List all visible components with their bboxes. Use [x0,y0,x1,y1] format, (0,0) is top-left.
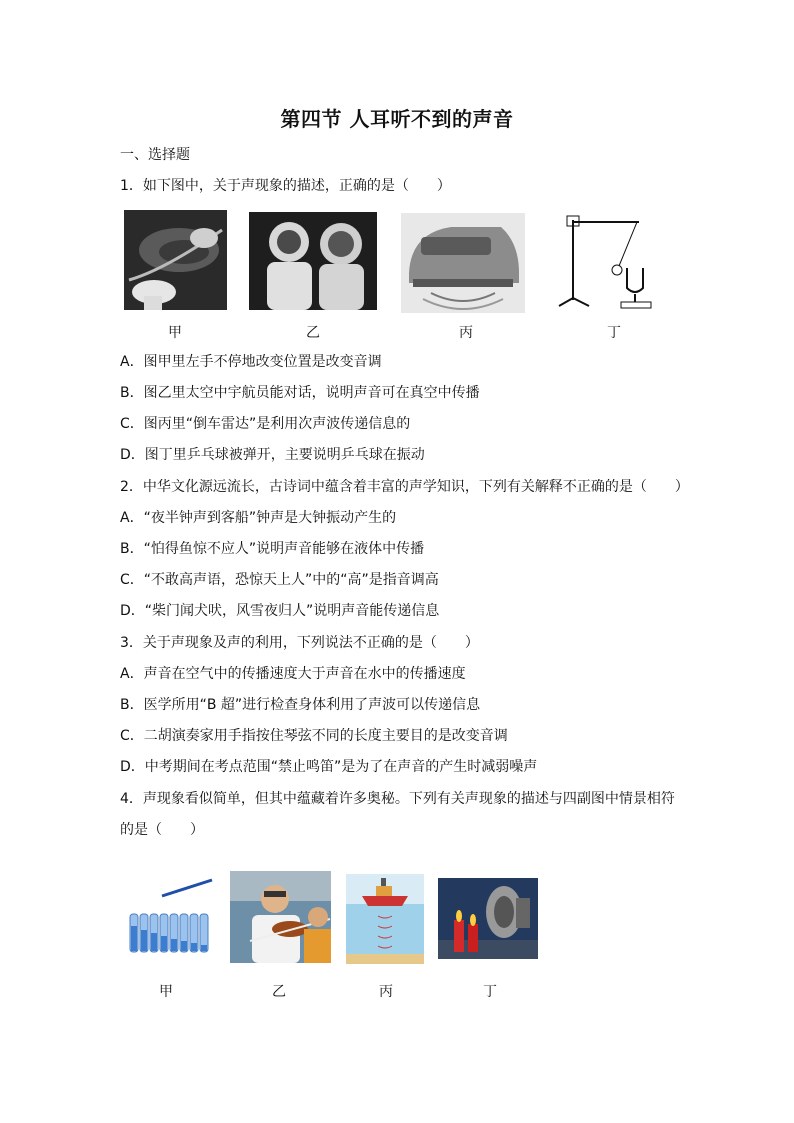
q2-option-b: B．“怕得鱼惊不应人”说明声音能够在液体中传播 [120,541,425,557]
car-parking-radar-photo [401,213,525,313]
q2-option-d: D．“柴门闻犬吠，风雪夜归人”说明声音能传递信息 [120,603,440,619]
children-violin-photo [230,871,331,963]
water-bottles-glass-rod-diagram [128,878,214,954]
speaker-candles-photo [438,878,538,959]
q4-caption-bing: 丙 [379,984,393,1000]
q1-option-b: B．图乙里太空中宇航员能对话，说明声音可在真空中传播 [120,385,480,401]
question-1-stem: 1．如下图中，关于声现象的描述，正确的是（ ） [120,178,451,194]
violin-hands-photo [124,210,227,310]
caption-jia: 甲 [168,325,182,341]
q3-option-a: A．声音在空气中的传播速度大于声音在水中的传播速度 [120,666,466,682]
question-4-stem-line2: 的是（ ） [120,822,204,838]
q1-option-d: D．图丁里乒乓球被弹开，主要说明乒乓球在振动 [120,447,425,463]
q3-option-b: B．医学所用“B 超”进行检查身体利用了声波可以传递信息 [120,697,481,713]
caption-bing: 丙 [459,325,473,341]
section-heading: 一、选择题 [120,147,190,163]
q3-option-d: D．中考期间在考点范围“禁止鸣笛”是为了在声音的产生时减弱噪声 [120,759,538,775]
q4-caption-yi: 乙 [272,984,286,1000]
q2-option-c: C．“不敢高声语，恐惊天上人”中的“高”是指音调高 [120,572,439,588]
question-4-stem-line1: 4．声现象看似简单，但其中蕴藏着许多奥秘。下列有关声现象的描述与四副图中情景相符 [120,791,675,807]
ship-sonar-diagram [346,874,424,964]
question-2-stem: 2．中华文化源远流长，古诗词中蕴含着丰富的声学知识，下列有关解释不正确的是（ ） [120,479,689,495]
q1-option-c: C．图丙里“倒车雷达”是利用次声波传递信息的 [120,416,411,432]
page-title: 第四节 人耳听不到的声音 [280,107,514,131]
caption-ding: 丁 [607,325,621,341]
q1-option-a: A．图甲里左手不停地改变位置是改变音调 [120,354,382,370]
q2-option-a: A．“夜半钟声到客船”钟声是大钟振动产生的 [120,510,397,526]
question-3-stem: 3．关于声现象及声的利用，下列说法不正确的是（ ） [120,635,479,651]
q4-caption-jia: 甲 [159,984,173,1000]
q4-caption-ding: 丁 [483,984,497,1000]
caption-yi: 乙 [306,325,320,341]
q3-option-c: C．二胡演奏家用手指按住琴弦不同的长度主要目的是改变音调 [120,728,508,744]
astronauts-photo [249,212,377,310]
tuning-fork-pingpong-diagram [555,210,667,312]
